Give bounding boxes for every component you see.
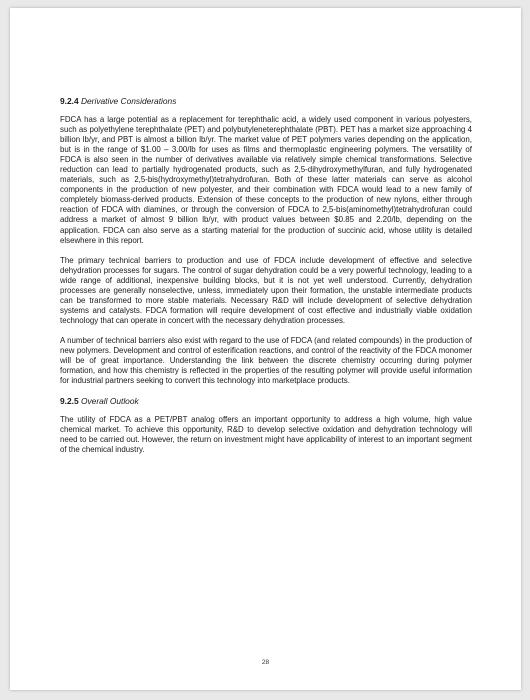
section-number: 9.2.5: [60, 396, 79, 407]
page-content: [60, 96, 472, 465]
paragraph: The utility of FDCA as a PET/PBT analog offers an important opportunity to address a high volume, high value chemical market. To achieve this opportunity, R&D to develop selective oxidation and dehydration technology will need to be carried out. However, the return on investment might have applicability of interest to an important segment of the chemical industry.: [60, 415, 472, 455]
section-heading-9-2-4: [60, 96, 472, 106]
section-heading-9-2-5: [60, 396, 472, 406]
paragraph: FDCA has a large potential as a replacement for terephthalic acid, a widely used component in various polyesters, such as polyethylene terephthalate (PET) and polybutyleneterephthalate (PBT). PET has a market size approaching 4 billion lb/yr, and PBT is almost a billion lb/yr. The market value of PET polymers varies depending on the application, but is in the range of $1.00 – 3.00/lb for uses as films and thermoplastic engineering polymers. The versatility of FDCA is also seen in the number of derivatives available via relatively simple chemical transformations. Selective reduction can lead to partially hydrogenated products, such as 2,5-dihydroxymethylfuran, and fully hydrogenated materials, such as 2,5-bis(hydroxymethyl)tetrahydrofuran. Both of these latter materials can serve as alcohol components in the production of new polyester, and their combination with FDCA would lead to a new family of completely biomass-derived products. Extension of these concepts to the production of new nylons, either through reaction of FDCA with diamines, or through the conversion of FDCA to 2,5-bis(aminomethyl)tetrahydrofuran could address a market of almost 9 billion lb/yr, with product values between $0.85 and 2.20/lb, depending on the application. FDCA can also serve as a starting material for the production of succinic acid, whose utility is detailed elsewhere in this report.: [60, 115, 472, 245]
document-page: [10, 8, 521, 690]
paragraph: A number of technical barriers also exist with regard to the use of FDCA (and related compounds) in the production of new polymers. Development and control of esterification reactions, and control of the reactivity of the FDCA monomer will be of great importance. Understanding the link between the discrete chemistry occurring during polymer formation, and how this chemistry is reflected in the properties of the resulting polymer will provide useful information for industrial partners seeking to convert this technology into marketplace products.: [60, 335, 472, 386]
section-title: Derivative Considerations: [80, 96, 177, 106]
section-title: Overall Outlook: [80, 396, 139, 407]
page-number: 28: [261, 659, 270, 666]
section-number: 9.2.4: [60, 96, 79, 106]
paragraph: The primary technical barriers to production and use of FDCA include development of effective and selective dehydration processes for sugars. The control of sugar dehydration could be a very powerful technology, leading to a wide range of additional, inexpensive building blocks, but it is not yet well understood. Currently, dehydration processes are generally nonselective, unless, immediately upon their formation, the unstable intermediate products can be transformed to more stable materials. Necessary R&D will include development of selective dehydration systems and catalysts. FDCA formation will require development of cost effective and industrially viable oxidation technology that can operate in concert with the necessary dehydration processes.: [60, 255, 472, 325]
